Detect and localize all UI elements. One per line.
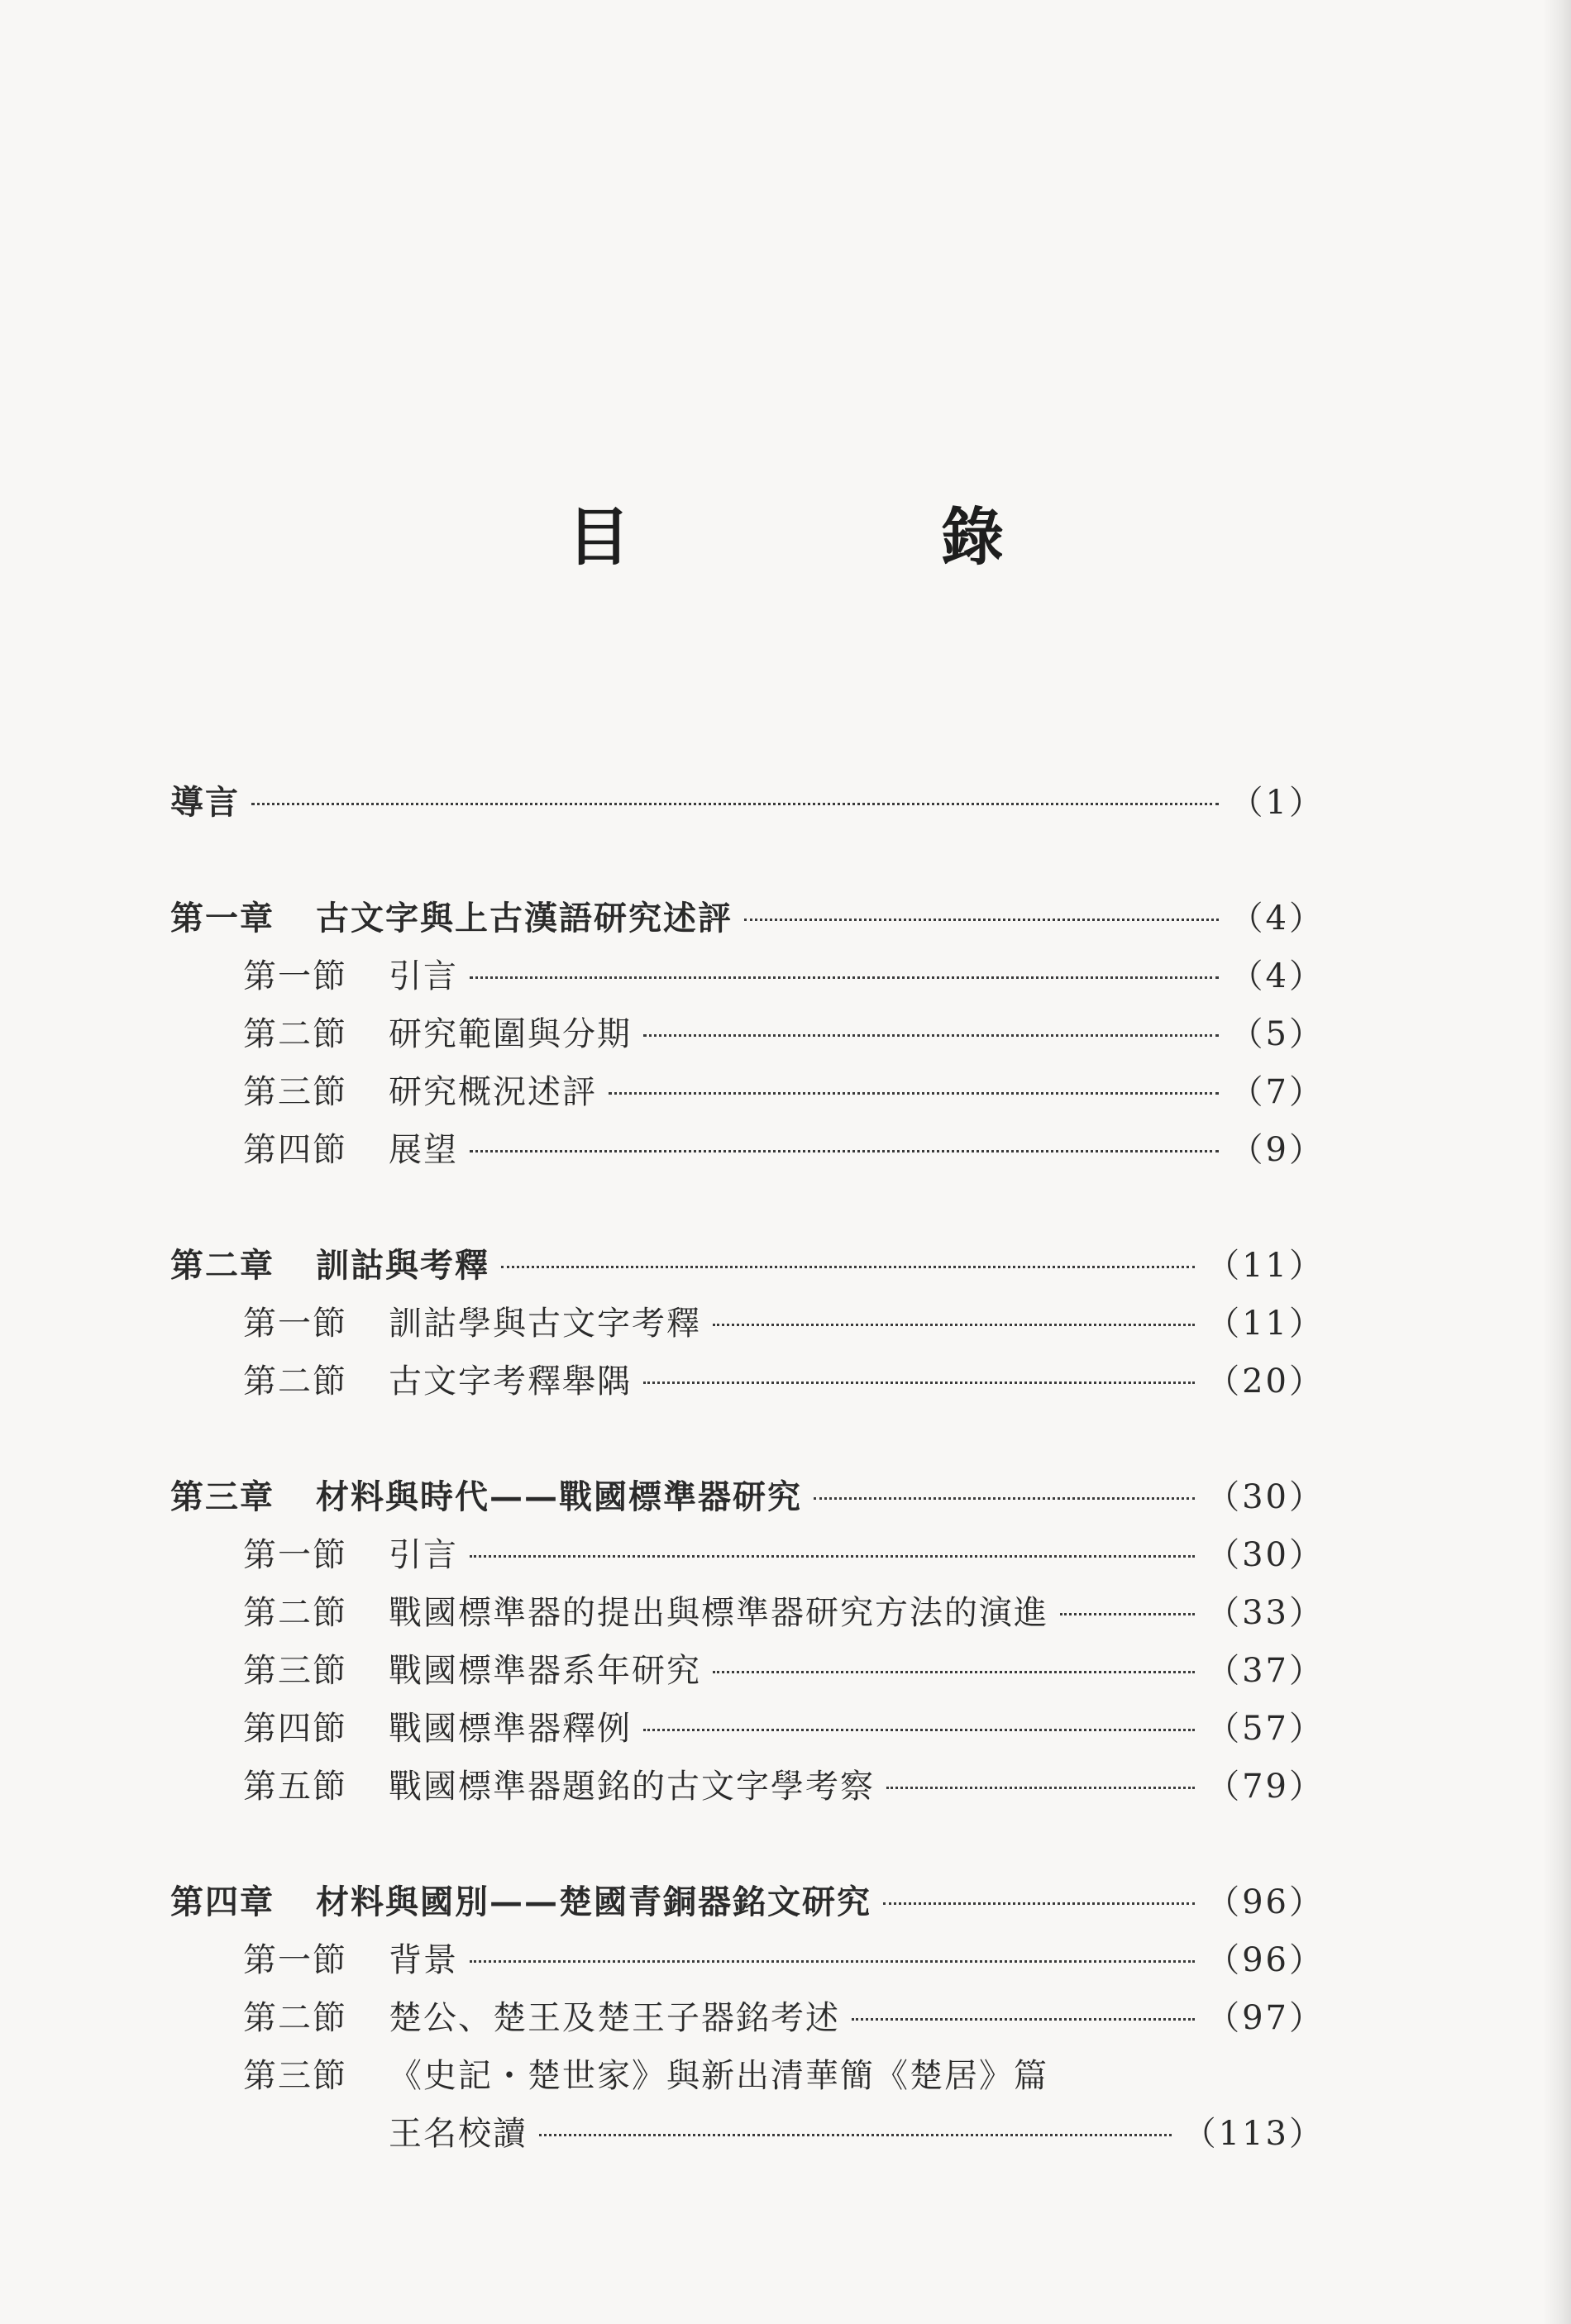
dot-leader [883,1902,1195,1905]
section-title: 訓詁學與古文字考釋 [389,1305,701,1343]
toc-section-1-2[interactable] [170,1005,1325,1063]
section-title: 戰國標準器系年研究 [389,1652,701,1690]
section-title: 戰國標準器釋例 [389,1710,632,1748]
toc-section-1-4[interactable] [170,1121,1325,1179]
chapter-title: 訓詁與考釋 [316,1246,489,1285]
section-number: 第三節 [243,1073,347,1111]
toc-entry-page: （5） [1230,1015,1325,1053]
toc-chapter-2[interactable] [170,1237,1325,1295]
toc-entry-page: （20） [1206,1362,1325,1401]
section-title: 引言 [389,957,458,995]
section-number: 第一節 [243,957,347,995]
toc-entry-page: （7） [1230,1073,1325,1111]
toc-section-3-5[interactable] [170,1758,1325,1816]
toc-entry-page: （9） [1230,1131,1325,1169]
section-number: 第二節 [243,1999,347,2037]
section-title: 《史記・楚世家》與新出清華簡《楚居》篇 [389,2057,1048,2095]
dot-leader [886,1786,1195,1789]
toc-section-3-4[interactable] [170,1700,1325,1758]
toc-intro-entry[interactable] [170,774,1325,832]
page-edge-shadow [1543,0,1571,2324]
section-number: 第三節 [243,1652,347,1690]
dot-leader [713,1670,1195,1673]
section-title: 古文字考釋舉隅 [389,1362,632,1401]
section-number: 第四節 [243,1131,347,1169]
section-number: 第一節 [243,1536,347,1574]
section-title: 楚公、楚王及楚王子器銘考述 [389,1999,840,2037]
section-number: 第一節 [243,1305,347,1343]
toc-entry-page: （30） [1206,1478,1325,1516]
dot-leader [643,1381,1195,1384]
section-number: 第一節 [243,1941,347,1979]
spacer [170,832,1325,890]
chapter-number: 第三章 [170,1477,275,1516]
toc-entry-page: （57） [1206,1710,1325,1748]
dot-leader [501,1265,1195,1268]
section-title: 研究概況述評 [389,1073,597,1111]
toc-entry-page: （33） [1206,1594,1325,1632]
toc-section-3-3[interactable] [170,1642,1325,1700]
chapter-title: 材料與國別——楚國青銅器銘文研究 [316,1883,871,1921]
toc-section-1-3[interactable] [170,1063,1325,1121]
table-of-contents [170,774,1325,2163]
chapter-number: 第四章 [170,1883,275,1921]
section-title: 引言 [389,1536,458,1574]
toc-entry-page: （113） [1182,2115,1325,2153]
toc-section-2-2[interactable] [170,1353,1325,1410]
section-title: 展望 [389,1131,458,1169]
toc-section-1-1[interactable] [170,947,1325,1005]
dot-leader [852,2017,1195,2021]
dot-leader [814,1496,1195,1500]
toc-section-4-3-continuation[interactable] [170,2105,1325,2163]
page-title: 目 錄 [567,500,1128,574]
dot-leader [470,1554,1195,1558]
toc-entry-page: （4） [1230,957,1325,995]
chapter-number: 第一章 [170,899,275,938]
toc-section-2-1[interactable] [170,1295,1325,1353]
section-number: 第二節 [243,1015,347,1053]
toc-section-3-1[interactable] [170,1526,1325,1584]
dot-leader [713,1323,1195,1326]
chapter-title: 材料與時代——戰國標準器研究 [316,1477,802,1516]
toc-chapter-1[interactable] [170,890,1325,947]
section-title: 戰國標準器題銘的古文字學考察 [389,1768,875,1806]
dot-leader [470,1959,1195,1963]
chapter-number: 第二章 [170,1246,275,1285]
toc-entry-label: 導言 [170,783,240,822]
section-title: 研究範圍與分期 [389,1015,632,1053]
dot-leader [470,976,1219,979]
toc-entry-page: （79） [1206,1768,1325,1806]
dot-leader [251,802,1219,805]
chapter-title: 古文字與上古漢語研究述評 [316,899,733,938]
dot-leader [470,1149,1219,1152]
spacer [170,1816,1325,1873]
spacer [170,1410,1325,1468]
dot-leader [539,2133,1172,2136]
toc-section-4-1[interactable] [170,1931,1325,1989]
section-number: 第四節 [243,1710,347,1748]
dot-leader [1060,1612,1195,1615]
dot-leader [643,1728,1195,1731]
toc-entry-page: （11） [1206,1247,1325,1285]
toc-chapter-3[interactable] [170,1468,1325,1526]
toc-section-4-3[interactable] [170,2047,1325,2105]
section-title: 戰國標準器的提出與標準器研究方法的演進 [389,1594,1048,1632]
section-title: 背景 [389,1941,458,1979]
dot-leader [643,1033,1219,1037]
toc-entry-page: （30） [1206,1536,1325,1574]
dot-leader [609,1091,1219,1095]
section-number: 第五節 [243,1768,347,1806]
toc-entry-page: （97） [1206,1999,1325,2037]
toc-section-4-2[interactable] [170,1989,1325,2047]
section-number: 第三節 [243,2057,347,2095]
toc-entry-page: （37） [1206,1652,1325,1690]
toc-section-3-2[interactable] [170,1584,1325,1642]
section-title-continuation: 王名校讀 [389,2115,528,2153]
toc-entry-page: （96） [1206,1941,1325,1979]
toc-entry-page: （11） [1206,1305,1325,1343]
toc-entry-page: （4） [1230,900,1325,938]
dot-leader [744,918,1219,921]
toc-entry-page: （96） [1206,1883,1325,1921]
section-number: 第二節 [243,1594,347,1632]
spacer [170,1179,1325,1237]
toc-chapter-4[interactable] [170,1873,1325,1931]
toc-entry-page: （1） [1230,784,1325,822]
section-number: 第二節 [243,1362,347,1401]
